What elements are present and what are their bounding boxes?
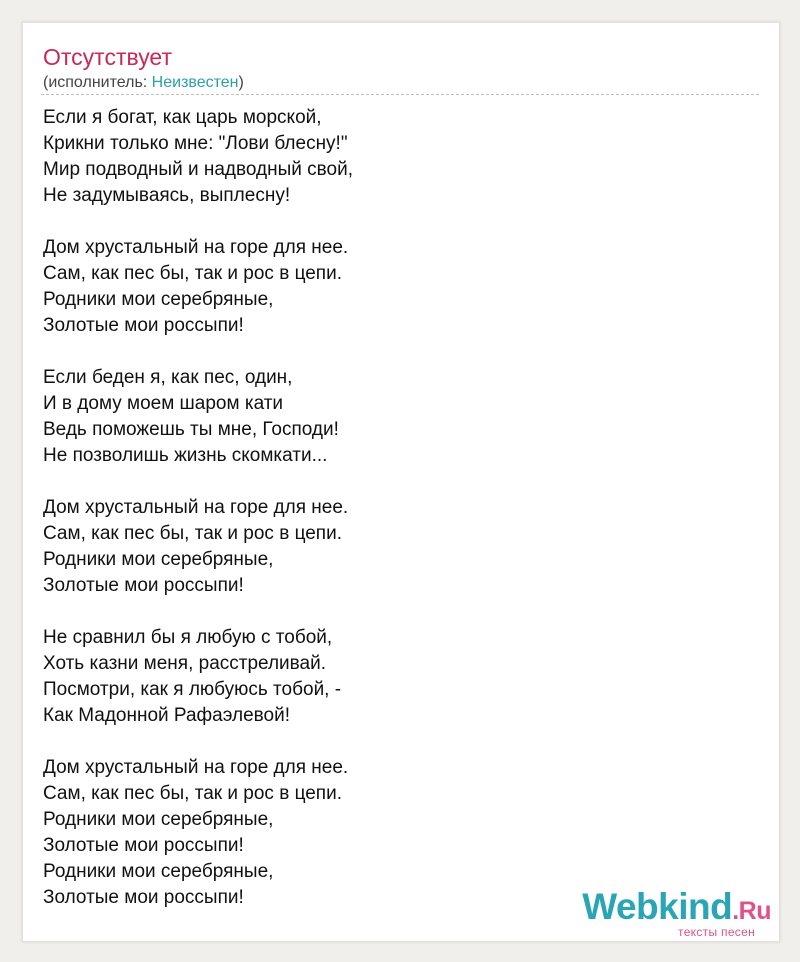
lyric-line: Родники мои серебряные, [43, 289, 274, 310]
lyric-line: Сам, как пес бы, так и рос в цепи. [43, 783, 342, 804]
artist-line [43, 73, 244, 93]
stanza-gap [43, 469, 353, 495]
lyric-line: И в дому моем шаром кати [43, 393, 284, 414]
lyric-line: Как Мадонной Рафаэлевой! [43, 705, 291, 726]
lyrics-text [43, 105, 353, 911]
logo-tagline: тексты песен [678, 925, 755, 939]
lyric-line: Если я богат, как царь морской, [43, 107, 322, 128]
logo-tld: .Ru [732, 897, 771, 925]
lyric-line: Дом хрустальный на горе для нее. [43, 497, 349, 518]
lyric-line: Если беден я, как пес, один, [43, 367, 293, 388]
song-title: Отсутствует [43, 44, 172, 70]
lyric-line: Не сравнил бы я любую с тобой, [43, 627, 333, 648]
artist-link[interactable]: Неизвестен [151, 74, 239, 91]
lyric-line: Родники мои серебряные, [43, 861, 274, 882]
stanza-gap [43, 599, 353, 625]
stanza-gap [43, 339, 353, 365]
lyric-line: Дом хрустальный на горе для нее. [43, 237, 349, 258]
lyric-line: Ведь поможешь ты мне, Господи! [43, 419, 339, 440]
lyric-line: Сам, как пес бы, так и рос в цепи. [43, 263, 342, 284]
lyric-line: Золотые мои россыпи! [43, 835, 244, 856]
lyric-line: Родники мои серебряные, [43, 549, 274, 570]
lyrics-card [22, 22, 780, 942]
lyric-line: Родники мои серебряные, [43, 809, 274, 830]
lyric-line: Дом хрустальный на горе для нее. [43, 757, 349, 778]
divider [41, 94, 759, 95]
lyric-line: Золотые мои россыпи! [43, 315, 244, 336]
stanza-gap [43, 729, 353, 755]
lyric-line: Не позволишь жизнь скомкати... [43, 445, 328, 466]
logo-name: Webkind [582, 886, 733, 927]
lyric-line: Сам, как пес бы, так и рос в цепи. [43, 523, 342, 544]
lyric-line: Хоть казни меня, расстреливай. [43, 653, 327, 674]
lyric-line: Крикни только мне: "Лови блесну!" [43, 133, 348, 154]
stanza-gap [43, 209, 353, 235]
artist-prefix: (исполнитель: [43, 74, 152, 91]
lyric-line: Мир подводный и надводный свой, [43, 159, 354, 180]
lyric-line: Посмотри, как я любуюсь тобой, - [43, 679, 342, 700]
lyric-line: Золотые мои россыпи! [43, 575, 244, 596]
artist-suffix: ) [238, 74, 244, 91]
lyric-line: Золотые мои россыпи! [43, 887, 244, 908]
lyric-line: Не задумываясь, выплесну! [43, 185, 291, 206]
site-logo[interactable] [582, 887, 771, 939]
